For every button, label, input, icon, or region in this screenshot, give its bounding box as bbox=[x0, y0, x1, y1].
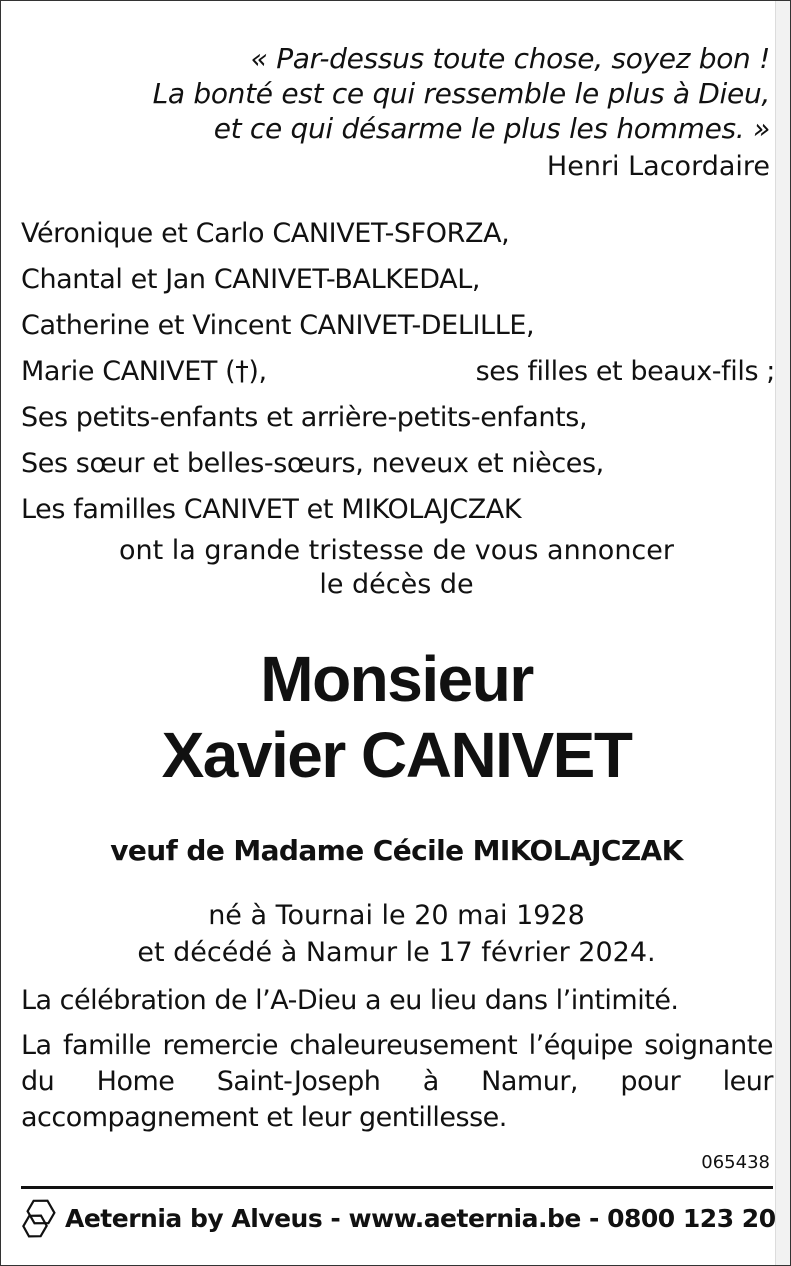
footer-text: Aeternia by Alveus - www.aeternia.be - 0800 123 20 bbox=[65, 1203, 776, 1233]
thanks-note: La famille remercie chaleureusement l’équipe soignante du Home Saint-Joseph à Namur, pour leur accompagnement et leur gentillesse. bbox=[21, 1030, 773, 1133]
life-dates bbox=[1, 897, 791, 971]
vertical-scrollbar[interactable] bbox=[775, 1, 790, 1265]
widow-of: veuf de Madame Cécile MIKOLAJCZAK bbox=[110, 834, 683, 867]
family-line: Véronique et Carlo CANIVET-SFORZA, bbox=[21, 218, 510, 249]
deceased-title: Monsieur bbox=[260, 643, 533, 715]
family-line-with-relation bbox=[21, 349, 775, 395]
family-list bbox=[21, 211, 775, 533]
quote-author: Henri Lacordaire bbox=[546, 151, 770, 182]
family-relation: ses filles et beaux-fils ; bbox=[475, 356, 775, 387]
family-member: Marie CANIVET (†), bbox=[21, 356, 267, 387]
ceremony-note: La célébration de l’A-Dieu a eu lieu dans l’intimité. bbox=[21, 985, 679, 1016]
quote-line: La bonté est ce qui ressemble le plus à Dieu, bbox=[152, 77, 770, 110]
quote-line: et ce qui désarme le plus les hommes. » bbox=[213, 112, 770, 145]
family-line: Ses sœur et belles-sœurs, neveux et nièces, bbox=[21, 448, 604, 479]
family-line: Ses petits-enfants et arrière-petits-enfants, bbox=[21, 402, 588, 433]
footer bbox=[21, 1194, 776, 1242]
birth-date: né à Tournai le 20 mai 1928 bbox=[208, 900, 585, 931]
announcement-line: le décès de bbox=[319, 569, 474, 600]
family-line: Catherine et Vincent CANIVET-DELILLE, bbox=[21, 310, 535, 341]
quote-block bbox=[30, 41, 770, 146]
deceased-name-block bbox=[1, 641, 791, 793]
quote-line: « Par-dessus toute chose, soyez bon ! bbox=[250, 42, 770, 75]
reference-number: 065438 bbox=[701, 1152, 770, 1173]
death-date: et décédé à Namur le 17 février 2024. bbox=[137, 937, 656, 968]
announcement bbox=[1, 534, 791, 602]
deceased-name: Xavier CANIVET bbox=[161, 719, 632, 791]
family-line: Les familles CANIVET et MIKOLAJCZAK bbox=[21, 494, 522, 525]
footer-divider bbox=[21, 1186, 773, 1189]
family-line: Chantal et Jan CANIVET-BALKEDAL, bbox=[21, 264, 481, 295]
announcement-line: ont la grande tristesse de vous annoncer bbox=[119, 535, 674, 566]
aeternia-logo-icon bbox=[21, 1196, 61, 1240]
